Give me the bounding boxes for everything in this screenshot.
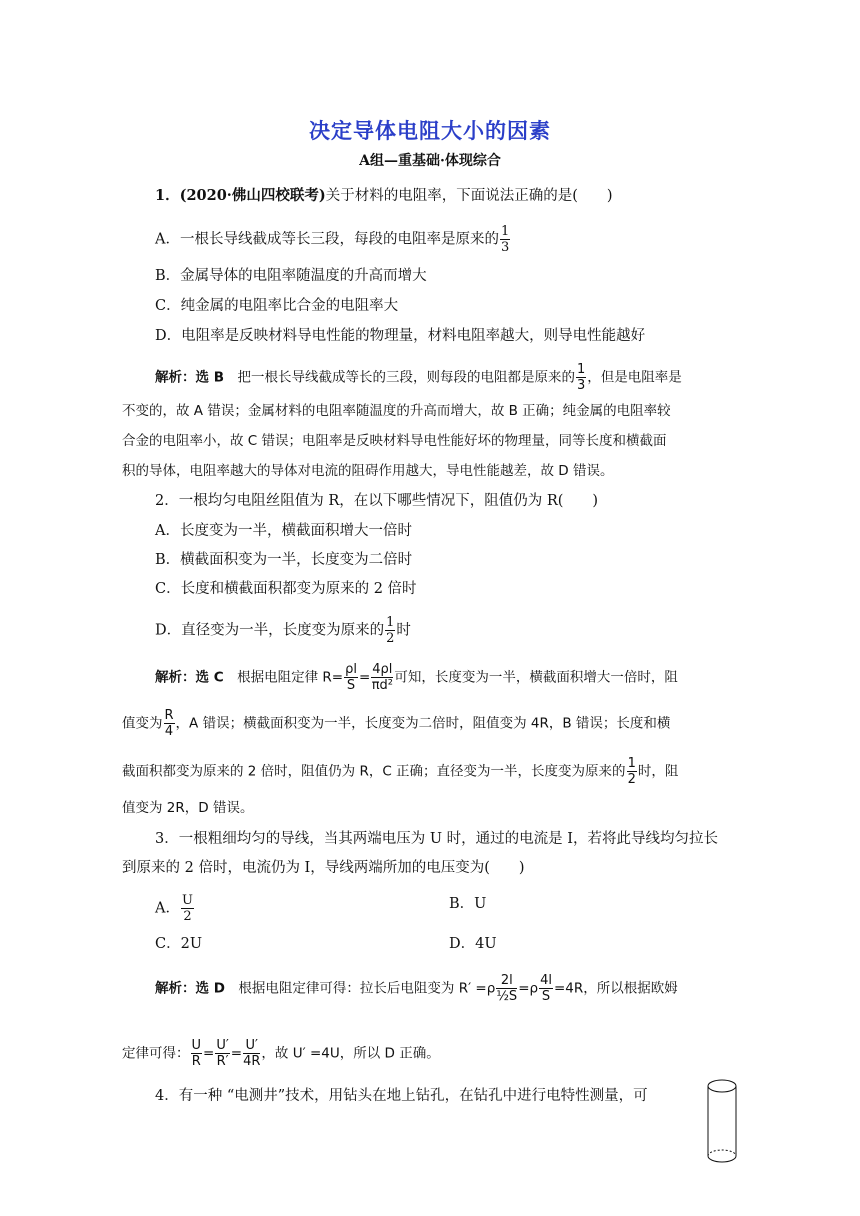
denominator: 4	[164, 724, 174, 739]
fraction	[164, 708, 175, 739]
fraction	[191, 1038, 203, 1069]
numerator: 1	[386, 615, 395, 630]
numerator: 1	[627, 756, 636, 771]
numerator: 2l	[496, 973, 517, 989]
q2-option-d-text: D．直径变为一半，长度变为原来的	[155, 622, 385, 639]
fraction	[371, 662, 393, 693]
q3-option-c: C．2U	[155, 936, 203, 952]
q2-option-a: A．长度变为一半，横截面积增大一倍时	[155, 523, 412, 539]
answer-label: 解析：选 B	[155, 369, 224, 386]
answer-text: 时，阻	[637, 763, 679, 780]
numerator: U′	[216, 1038, 229, 1053]
q2-option-b: B．横截面积变为一半，长度变为二倍时	[155, 552, 413, 568]
denominator: ½S	[496, 989, 518, 1004]
q2-option-d-suffix: 时	[396, 622, 411, 639]
q3-option-a-text: A．	[155, 900, 180, 917]
denominator: 3	[500, 240, 510, 255]
answer-text: 把一根长导线截成等长的三段，则每段的电阻都是原来的	[224, 369, 575, 386]
q2-answer-line-3	[122, 756, 738, 787]
q3-stem-line-2: 到原来的 2 倍时，电流仍为 I，导线两端所加的电压变为( )	[122, 860, 525, 876]
answer-text: 可知，长度变为一半，横截面积增大一倍时，阻	[394, 669, 678, 686]
q1-answer-line-4: 积的导体，电阻率越大的导体对电流的阻碍作用越大，导电性能越差，故 D 错误。	[122, 463, 614, 479]
q1-source: (2020·佛山四校联考)	[179, 187, 326, 204]
q3-option-d: D．4U	[449, 936, 497, 952]
q1-answer-line-3: 合金的电阻率小，故 C 错误；电阻率是反映材料导电性能好坏的物理量，同等长度和横截面	[122, 433, 667, 449]
q2-answer-line-1	[155, 662, 738, 693]
q4-stem: 4．有一种 “电测井”技术，用钻头在地上钻孔，在钻孔中进行电特性测量，可	[155, 1088, 648, 1104]
answer-text: 值变为	[122, 715, 163, 732]
answer-text: =4R，所以根据欧姆	[553, 980, 678, 997]
denominator: πd²	[371, 678, 393, 693]
answer-text: 根据电阻定律可得：拉长后电阻变为 R′ =ρ	[224, 980, 496, 997]
equals-sign: =	[358, 669, 371, 686]
fraction	[500, 224, 510, 255]
numerator: U	[181, 893, 193, 908]
denominator: S	[346, 678, 356, 693]
denominator: S	[541, 989, 551, 1004]
fraction: $\frac{1}{3}$	[577, 362, 586, 393]
q1-option-d: D．电阻率是反映材料导电性能的物理量，材料电阻率越大，则导电性能越好	[155, 328, 646, 344]
numerator: 1	[500, 224, 510, 239]
q2-stem: 2．一根均匀电阻丝阻值为 R，在以下哪些情况下，阻值仍为 R( )	[155, 493, 599, 509]
answer-label: 解析：选 D	[155, 980, 225, 997]
q1-answer-line-1	[155, 362, 738, 393]
denominator: 2	[627, 772, 636, 787]
cylinder-figure	[702, 1076, 742, 1166]
q2-option-d	[155, 615, 738, 646]
q2-answer-line-4: 值变为 2R，D 错误。	[122, 800, 254, 816]
numerator: 4l	[540, 973, 552, 988]
fraction	[627, 756, 637, 787]
q1-option-c: C．纯金属的电阻率比合金的电阻率大	[155, 298, 399, 314]
q3-answer-line-2: 定律可得： $\frac{U}{R}$ = $\frac{U'}{R'}$ = $\frac{U'}{4R}$ ，故 U′ =4U，所以 D 正确。	[122, 1038, 440, 1069]
numerator: U′	[243, 1038, 260, 1054]
fraction	[215, 1038, 229, 1069]
fraction	[181, 893, 194, 924]
numerator: U	[191, 1038, 202, 1053]
fraction	[496, 973, 517, 1004]
q3-option-b: B．U	[449, 896, 487, 912]
q1-number: 1．	[155, 187, 180, 204]
q1-stem	[155, 185, 738, 207]
answer-text: 根据电阻定律 R=	[223, 669, 344, 686]
denominator: 2	[386, 631, 395, 646]
denominator: R	[191, 1054, 201, 1069]
fraction	[344, 662, 358, 693]
q3-stem-line-1: 3．一根粗细均匀的导线，当其两端电压为 U 时，通过的电流是 I，若将此导线均匀拉长	[155, 831, 718, 847]
fraction	[243, 1038, 260, 1069]
q1-option-a-text: A．一根长导线截成等长三段，每段的电阻率是原来的	[155, 231, 499, 248]
q1-option-b: B．金属导体的电阻率随温度的升高而增大	[155, 268, 427, 284]
answer-text: 截面积都变为原来的 2 倍时，阻值仍为 R，C 正确；直径变为一半，长度变为原来的	[122, 763, 626, 780]
fraction	[539, 973, 553, 1004]
denominator: R′	[216, 1054, 229, 1069]
numerator: R	[164, 708, 174, 723]
answer-text: ，但是电阻率是	[587, 369, 682, 386]
q1-answer-line-2: 不变的，故 A 错误；金属材料的电阻率随温度的升高而增大，故 B 正确；纯金属的电阻率较	[122, 403, 671, 419]
q1-option-a	[155, 224, 738, 255]
answer-text: =ρ	[518, 980, 539, 997]
answer-text: ，A 错误；横截面积变为一半，长度变为二倍时，阻值变为 4R，B 错误；长度和横	[175, 715, 671, 732]
q1-text: 关于材料的电阻率，下面说法正确的是( )	[325, 188, 613, 204]
q3-answer-line-1	[155, 973, 738, 1004]
q2-option-c: C．长度和横截面积都变为原来的 2 倍时	[155, 581, 417, 597]
numerator: ρl	[345, 662, 357, 677]
denominator: 2	[183, 909, 192, 924]
numerator: 4ρl	[372, 662, 393, 677]
section-subtitle: A组—重基础·体现综合	[359, 153, 501, 169]
page-title: 决定导体电阻大小的因素	[309, 118, 551, 143]
answer-label: 解析：选 C	[155, 669, 224, 686]
q2-answer-line-2	[122, 708, 738, 739]
fraction	[385, 615, 395, 646]
q3-option-a	[155, 893, 405, 924]
denominator: 4R	[243, 1054, 261, 1069]
answer-text: ，故 U′ =4U，所以 D 正确。	[261, 1045, 440, 1062]
answer-text: 定律可得：	[122, 1045, 190, 1062]
